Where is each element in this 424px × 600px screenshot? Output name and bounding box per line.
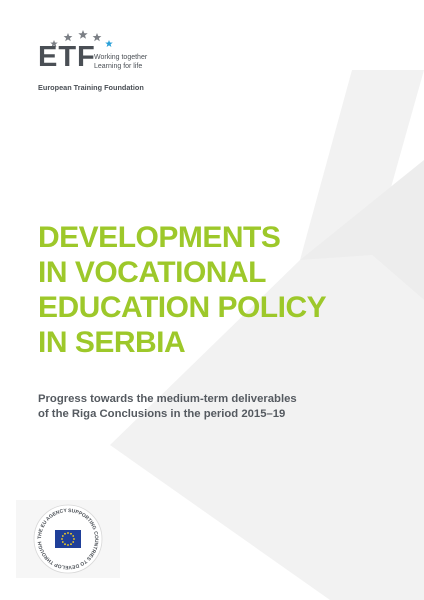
subtitle-line: Progress towards the medium-term deliverables xyxy=(38,393,297,405)
eu-star-icon xyxy=(73,538,75,540)
logo-tagline-line: Learning for life xyxy=(94,62,143,70)
title-line: IN SERBIA xyxy=(38,326,186,359)
eu-star-icon xyxy=(61,538,63,540)
eu-agency-seal-icon xyxy=(16,500,120,578)
eu-star-icon xyxy=(62,541,64,543)
document-subtitle xyxy=(38,392,297,421)
etf-logo xyxy=(38,30,168,95)
eu-star-icon xyxy=(64,543,66,545)
eu-star-icon xyxy=(72,541,74,543)
title-line: IN VOCATIONAL xyxy=(38,256,266,289)
logo-organization-name: European Training Foundation xyxy=(38,83,144,92)
title-line: DEVELOPMENTS xyxy=(38,221,281,254)
eu-star-icon xyxy=(70,543,72,545)
eu-star-icon xyxy=(70,533,72,535)
logo-tagline-line: Working together xyxy=(94,54,148,61)
title-line: EDUCATION POLICY xyxy=(38,291,327,324)
eu-star-icon xyxy=(67,532,69,534)
subtitle-line: of the Riga Conclusions in the period 2015–19 xyxy=(38,407,286,420)
logo-acronym: ETF xyxy=(38,41,96,73)
document-title xyxy=(38,220,326,360)
eu-star-icon xyxy=(72,535,74,537)
eu-star-icon xyxy=(67,544,69,546)
logo-tagline xyxy=(94,54,154,71)
eu-star-icon xyxy=(64,533,66,535)
seal-ring-text: THE EU AGENCY SUPPORTING COUNTRIES TO DEVELOP THROUGH xyxy=(36,507,100,571)
eu-star-icon xyxy=(62,535,64,537)
